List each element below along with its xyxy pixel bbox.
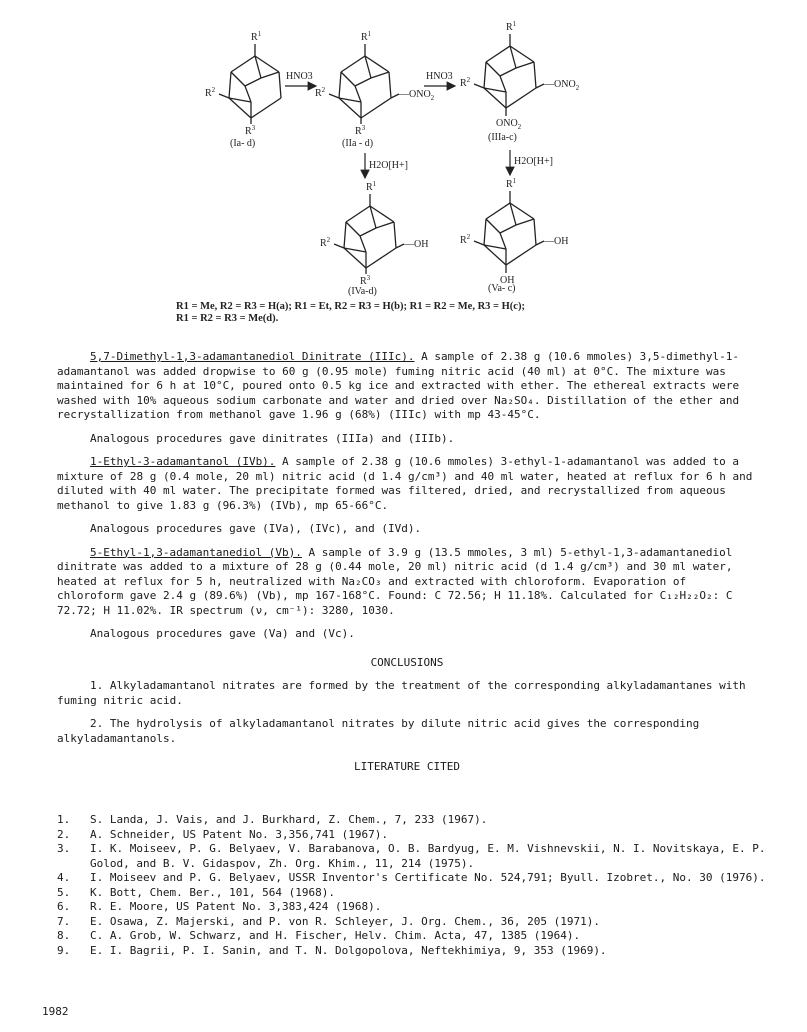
paragraph-body: A sample of 2.38 g (10.6 mmoles) 3,5-dimethyl-1-adamantanol was added dropwise to 60 g (0.95 mole) fuming nitric acid (40 ml) at 0°C. The mixture was maintained for 6 h at 10°C, poured onto 0.5 kg ice and extracted with ether. The ethereal extracts were washed with 10% aqueous sodium carbonate and water and dried over Na₂SO₄. Distillation of the ether and recrystallization from methanol gave 1.96 g (68%) (IIIc) with mp 43-45°C. bbox=[57, 350, 740, 421]
conclusion-2: 2. The hydrolysis of alkyladamantanol nitrates by dilute nitric acid gives the corresponding alkyladamantanols. bbox=[57, 717, 700, 745]
reference-item bbox=[57, 828, 777, 843]
paragraph-Vb bbox=[57, 546, 757, 619]
paragraph-title: 1-Ethyl-3-adamantanol (IVb). bbox=[90, 455, 276, 468]
svg-text:R3: $R^3$ bbox=[245, 124, 256, 137]
paragraph-IIIc bbox=[57, 350, 757, 423]
reference-number: 8. bbox=[57, 929, 71, 942]
paragraph-analogous-2: Analogous procedures gave (IVa), (IVc), and (IVd). bbox=[90, 522, 422, 535]
svg-text:ONO2: $ONO_2$ bbox=[496, 118, 522, 131]
reference-text: I. Moiseev and P. G. Belyaev, USSR Inventor's Certificate No. 524,791; Byull. Izobret., No. 30 (1976). bbox=[90, 871, 766, 884]
paragraph-analogous-3: Analogous procedures gave (Va) and (Vc). bbox=[90, 627, 355, 640]
reference-text: I. K. Moiseev, P. G. Belyaev, V. Barabanova, O. B. Bardyug, E. M. Vishnevskii, N. I. Novitskaya, E. P. Golod, and B. V. Gidaspov, Zh. Org. Khim., 11, 214 (1975). bbox=[90, 842, 766, 870]
page-number: 1982 bbox=[42, 1005, 69, 1018]
structure-Ia bbox=[205, 30, 281, 137]
svg-text:R2: $R^2$ bbox=[460, 76, 471, 89]
reference-item bbox=[57, 871, 777, 886]
svg-text:R2: $R^2$ bbox=[320, 236, 331, 249]
reference-list bbox=[57, 813, 777, 958]
reference-text: C. A. Grob, W. Schwarz, and H. Fischer, Helv. Chim. Acta, 47, 1385 (1964). bbox=[90, 929, 581, 942]
literature-heading: LITERATURE CITED bbox=[354, 760, 460, 773]
svg-text:—ONO2: $—ONO_2$ bbox=[544, 79, 580, 92]
conclusion-1: 1. Alkyladamantanol nitrates are formed by the treatment of the corresponding alkyladamantanes with fuming nitric acid. bbox=[57, 679, 746, 707]
svg-text:R1: $R^1$ bbox=[506, 20, 517, 33]
hydrolysis-label-2: H2O[H+] bbox=[514, 156, 553, 167]
label-IIa: (IIa - d) bbox=[342, 138, 374, 149]
structure-IIIa bbox=[460, 20, 580, 131]
reference-text: E. I. Bagrii, P. I. Sanin, and T. N. Dolgopolova, Neftekhimiya, 9, 353 (1969). bbox=[90, 943, 607, 957]
svg-text:OH: OH bbox=[500, 275, 515, 286]
structure-IVa bbox=[320, 180, 428, 287]
reference-text: S. Landa, J. Vais, and J. Burkhard, Z. Chem., 7, 233 (1967). bbox=[90, 813, 488, 826]
reference-number: 3. bbox=[57, 842, 71, 855]
paragraph-body: A sample of 3.9 g (13.5 mmoles, 3 ml) 5-ethyl-1,3-adamantanediol dinitrate was added to a mixture of 28 g (0.44 mole, 20 ml) nitric acid (d 1.4 g/cm³) and 30 ml water, heated at reflux for 5 h, neutralized with Na₂CO₃ and extracted with chloroform. Evaporation of chloroform gave 2.4 g (89.6%) (Vb), mp 167-168°C. Found: C 72.56; H 11.18%. Calculated for C₁₂H₂₂O₂: C 72.72; H 11.02%. IR spectrum (ν, cm⁻¹): 3280, 1030. bbox=[57, 545, 733, 617]
legend-line-2: R1 = R2 = R3 = Me(d). bbox=[176, 313, 279, 324]
svg-text:—OH: —OH bbox=[544, 236, 569, 247]
label-IIIa: (IIIa-c) bbox=[488, 132, 517, 143]
reference-item bbox=[57, 915, 777, 930]
reference-text: R. E. Moore, US Patent No. 3,383,424 (1968). bbox=[90, 900, 382, 913]
svg-text:R1: $R^1$ bbox=[506, 177, 517, 190]
svg-text:R2: $R^2$ bbox=[460, 233, 471, 246]
reference-text: E. Osawa, Z. Majerski, and P. von R. Schleyer, J. Org. Chem., 36, 205 (1971). bbox=[90, 914, 600, 928]
conclusions-heading: CONCLUSIONS bbox=[370, 655, 444, 669]
reference-item bbox=[57, 944, 777, 959]
label-IVa: (IVa-d) bbox=[348, 286, 377, 297]
svg-text:R1: $R^1$ bbox=[251, 30, 262, 43]
reference-number: 4. bbox=[57, 871, 71, 884]
structure-IIa bbox=[315, 30, 435, 137]
structure-Va bbox=[460, 177, 568, 286]
reference-item bbox=[57, 813, 777, 828]
reference-number: 5. bbox=[57, 885, 71, 899]
svg-text:—OH: —OH bbox=[404, 239, 429, 250]
paragraph-body: A sample of 2.38 g (10.6 mmoles) 3-ethyl-1-adamantanol was added to a mixture of 28 g (0.4 mole, 20 ml) nitric acid (d 1.4 g/cm³) and 40 ml water, heated at reflux for 6 h and diluted with 40 ml water. The precipitate formed was filtered, dried, and recrystallized from aqueous methanol to give 1.83 g (96.3%) (IVb), mp 65-66°C. bbox=[57, 455, 753, 512]
experimental-section bbox=[57, 350, 757, 775]
reference-number: 1. bbox=[57, 813, 71, 826]
svg-text:—ONO2: $—ONO_2$ bbox=[399, 89, 435, 102]
svg-text:R3: $R^3$ bbox=[355, 124, 366, 137]
reference-text: K. Bott, Chem. Ber., 101, 564 (1968). bbox=[90, 885, 336, 899]
paragraph-title: 5-Ethyl-1,3-adamantanediol (Vb). bbox=[90, 545, 302, 559]
svg-text:R2: $R^2$ bbox=[205, 86, 216, 99]
reference-number: 7. bbox=[57, 914, 71, 928]
reference-item bbox=[57, 929, 777, 944]
reference-number: 9. bbox=[57, 943, 71, 957]
reference-number: 2. bbox=[57, 827, 71, 841]
svg-text:R1: $R^1$ bbox=[366, 180, 377, 193]
reaction-scheme bbox=[0, 0, 807, 335]
svg-text:R3: $R^3$ bbox=[360, 274, 371, 287]
hydrolysis-label-1: H2O[H+] bbox=[369, 160, 408, 171]
reference-text: A. Schneider, US Patent No. 3,356,741 (1967). bbox=[90, 827, 389, 841]
svg-text:R1: $R^1$ bbox=[361, 30, 372, 43]
reference-item bbox=[57, 842, 777, 871]
reference-item bbox=[57, 900, 777, 915]
substituent-legend bbox=[176, 301, 525, 325]
legend-line-1: R1 = Me, R2 = R3 = H(a); R1 = Et, R2 = R3 = H(b); R1 = R2 = Me, R3 = H(c); bbox=[176, 301, 525, 312]
paragraph-title: 5,7-Dimethyl-1,3-adamantanediol Dinitrate (IIIc). bbox=[90, 350, 415, 363]
label-Va: (Va- c) bbox=[488, 283, 516, 294]
reference-item bbox=[57, 886, 777, 901]
reagent-1-label: HNO3 bbox=[286, 71, 313, 82]
svg-text:R2: $R^2$ bbox=[315, 86, 326, 99]
reagent-2-label: HNO3 bbox=[426, 71, 453, 82]
paragraph-IVb bbox=[57, 455, 757, 513]
reference-number: 6. bbox=[57, 900, 71, 913]
paragraph-analogous-1: Analogous procedures gave dinitrates (IIIa) and (IIIb). bbox=[90, 431, 455, 445]
label-Ia: (Ia- d) bbox=[230, 138, 256, 149]
